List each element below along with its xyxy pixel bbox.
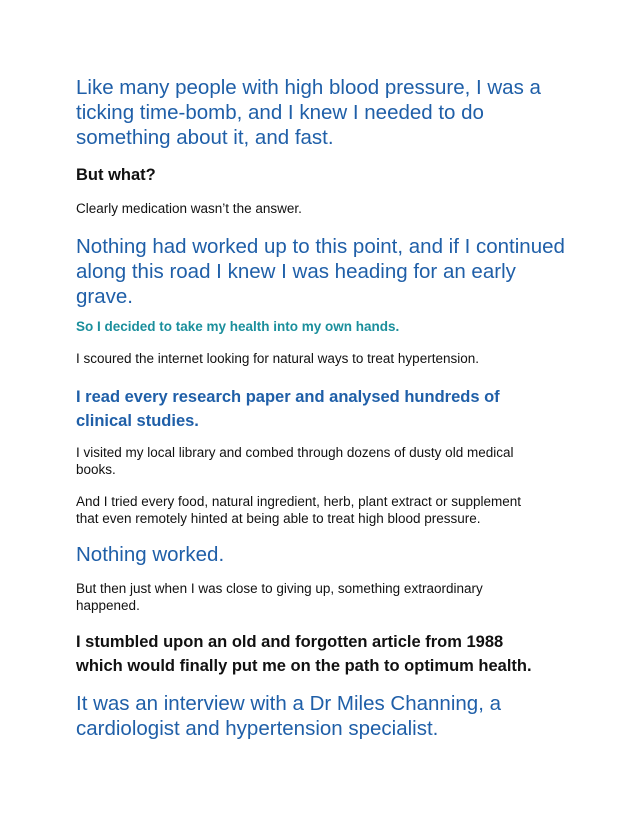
intro-paragraph — [76, 75, 541, 150]
text-line: But then just when I was close to giving up, something extraordinary — [76, 581, 483, 596]
text-line: I visited my local library and combed through dozens of dusty old medical — [76, 445, 514, 460]
text-line: And I tried every food, natural ingredient, herb, plant extract or supplement — [76, 494, 522, 509]
body-paragraph: I scoured the internet looking for natural ways to treat hypertension. — [76, 351, 479, 366]
text-line: something about it, and fast. — [76, 126, 334, 149]
text-line: which would finally put me on the path to optimum health. — [76, 657, 532, 675]
text-line: ticking time-bomb, and I knew I needed to do — [76, 101, 484, 124]
text-line: Nothing had worked up to this point, and if I continued — [76, 235, 565, 258]
text-line: that even remotely hinted at being able to treat high blood pressure. — [76, 511, 481, 526]
text-line: clinical studies. — [76, 412, 199, 430]
text-line: books. — [76, 462, 116, 477]
text-line: Like many people with high blood pressure, I was a — [76, 76, 541, 99]
text-line: cardiologist and hypertension specialist. — [76, 717, 439, 740]
text-line: along this road I knew I was heading for an early — [76, 260, 516, 283]
text-line: It was an interview with a Dr Miles Channing, a — [76, 692, 501, 715]
text-line: grave. — [76, 285, 133, 308]
text-line: I stumbled upon an old and forgotten article from 1988 — [76, 633, 504, 651]
discovery-paragraph — [76, 630, 532, 678]
interview-paragraph — [76, 691, 501, 741]
research-heading — [76, 385, 500, 433]
body-paragraph — [76, 580, 483, 614]
body-paragraph — [76, 444, 513, 478]
body-paragraph — [76, 493, 521, 527]
nothing-worked-statement: Nothing worked. — [76, 543, 225, 566]
highlight-sentence: So I decided to take my health into my own hands. — [76, 319, 400, 334]
body-paragraph: Clearly medication wasn’t the answer. — [76, 201, 302, 216]
text-line: I read every research paper and analysed hundreds of — [76, 388, 500, 406]
emphasis-paragraph — [76, 234, 565, 309]
question-heading: But what? — [76, 166, 156, 184]
text-line: happened. — [76, 598, 140, 613]
